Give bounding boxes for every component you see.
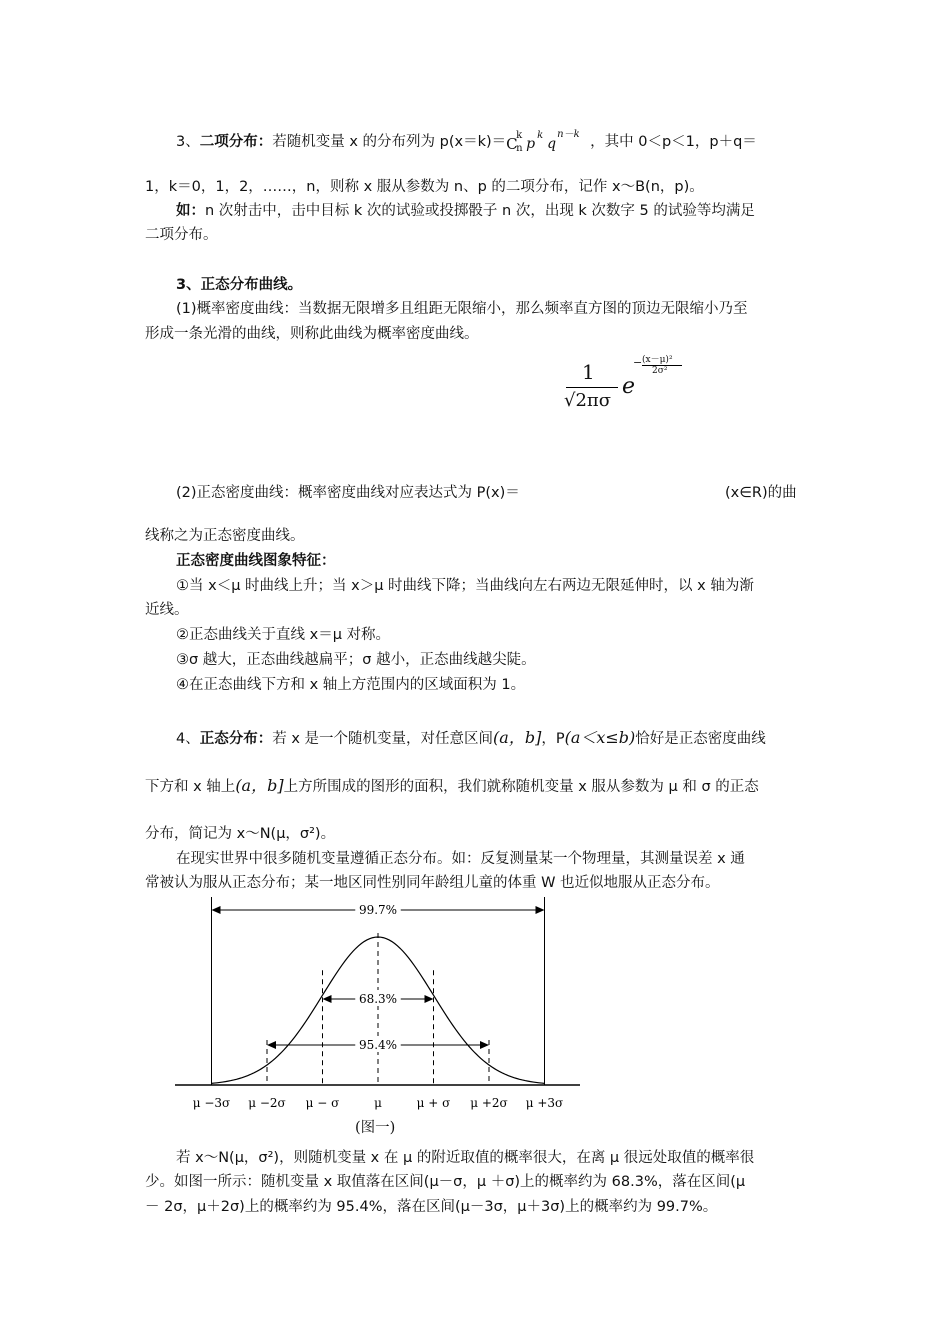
formula-denominator: √2πσ	[564, 390, 612, 411]
example-label: 如：	[176, 203, 205, 219]
tick-label: μ + σ	[416, 1096, 451, 1110]
prob-p: ，P	[541, 731, 565, 747]
figure-caption: (图一)	[355, 1120, 396, 1136]
density-curve-line2: 形成一条光滑的曲线，则称此曲线为概率密度曲线。	[145, 326, 479, 342]
normal-curve-domain: (x∈R)的曲	[725, 485, 797, 501]
normal-dist-line2	[145, 775, 805, 798]
formula-p-exp: k	[537, 130, 544, 141]
tick-label: μ +3σ	[525, 1096, 564, 1110]
normal-dist-line3: 分布，简记为 x～N(μ，σ²)。	[145, 826, 336, 842]
section-title: 正态分布	[199, 731, 258, 747]
normal-dist-text: 若 x 是一个随机变量，对任意区间	[272, 731, 494, 747]
colon: ：	[257, 731, 273, 747]
section-number: 4、	[176, 731, 200, 747]
tick-label: μ −3σ	[192, 1096, 231, 1110]
feature-2: ②正态曲线关于直线 x＝μ 对称。	[176, 627, 391, 643]
normal-density-formula	[560, 350, 700, 420]
arrowhead-right-1	[425, 995, 434, 1003]
exponent-denominator: 2σ²	[652, 366, 668, 376]
interval-label: 95.4%	[358, 1038, 398, 1052]
curve-section-title: 3、正态分布曲线。	[176, 277, 303, 293]
normal-curve-line2: 线称之为正态密度曲线。	[145, 528, 305, 544]
formula-numerator: 1	[582, 360, 595, 384]
exponent-minus: −	[633, 356, 643, 369]
formula-p: p	[526, 136, 536, 152]
tick-label: μ − σ	[305, 1096, 340, 1110]
arrowhead-left-1	[323, 995, 332, 1003]
feature-1-line2: 近线。	[145, 602, 189, 618]
interval-label: 99.7%	[358, 903, 398, 917]
real-world-line1: 在现实世界中很多随机变量遵循正态分布。如：反复测量某一个物理量，其测量误差 x 通	[176, 851, 745, 867]
normal-distribution-chart	[170, 895, 590, 1125]
feature-1-line1: ①当 x＜μ 时曲线上升；当 x＞μ 时曲线下降；当曲线向左右两边无限延伸时，以 x 轴为渐	[176, 578, 754, 594]
normal-curve-line1: (2)正态密度曲线：概率密度曲线对应表达式为 P(x)＝	[176, 485, 520, 501]
normal-dist-text: 上方所围成的图形的面积，我们就称随机变量 x 服从参数为 μ 和 σ 的正态	[283, 779, 759, 795]
normal-dist-line1	[176, 727, 806, 750]
features-title: 正态密度曲线图象特征：	[176, 553, 336, 569]
arrowhead-right-2	[480, 1041, 489, 1049]
binomial-example-line1	[176, 200, 806, 222]
density-curve-line1: (1)概率密度曲线：当数据无限增多且组距无限缩小，那么频率直方图的顶边无限缩小乃至	[176, 301, 748, 317]
colon: ：	[257, 134, 273, 150]
tick-label: μ	[374, 1096, 382, 1110]
formula-q: q	[547, 136, 557, 152]
arrowhead-right-0	[536, 906, 545, 914]
tick-label: μ +2σ	[470, 1096, 508, 1110]
binomial-condition: ，其中 0＜p＜1，p＋q＝	[590, 134, 757, 150]
section-number: 3、	[176, 134, 200, 150]
binomial-text: 若随机变量 x 的分布列为 p(x＝k)＝	[272, 134, 507, 150]
arrowhead-left-2	[267, 1041, 276, 1049]
fraction-bar	[566, 387, 618, 388]
tick-label: μ −2σ	[248, 1096, 286, 1110]
formula-k-sup: k	[516, 130, 523, 141]
real-world-line2: 常被认为服从正态分布；某一地区同性别同年龄组儿童的体重 W 也近似地服从正态分布。	[145, 875, 720, 891]
normal-dist-text-end: 恰好是正态密度曲线	[635, 731, 766, 747]
conclusion-line3: － 2σ，μ＋2σ)上的概率约为 95.4%，落在区间(μ－3σ，μ＋3σ)上的概率约为 99.7%。	[145, 1199, 718, 1215]
section-title: 二项分布	[199, 134, 258, 150]
binomial-example-line2: 二项分布。	[145, 227, 218, 243]
binomial-definition-line2: 1，k＝0，1，2，……，n，则称 x 服从参数为 n、p 的二项分布，记作 x～B(n，p)。	[145, 179, 704, 195]
arrowhead-left-0	[212, 906, 221, 914]
normal-dist-text: 下方和 x 轴上	[145, 779, 236, 795]
formula-q-exp: n－k	[557, 129, 580, 140]
conclusion-line2: 少。如图一所示：随机变量 x 取值落在区间(μ－σ，μ ＋σ)上的概率约为 68.3%，落在区间(μ	[145, 1174, 746, 1190]
probability-expression: (a＜x≤b)	[564, 728, 636, 747]
example-text: n 次射击中，击中目标 k 次的试验或投掷骰子 n 次，出现 k 次数字 5 的试验等均满足	[205, 203, 755, 219]
formula-e: e	[622, 374, 636, 399]
feature-4: ④在正态曲线下方和 x 轴上方范围内的区域面积为 1。	[176, 677, 526, 693]
feature-3: ③σ 越大，正态曲线越扁平；σ 越小，正态曲线越尖陡。	[176, 652, 536, 668]
binomial-definition-line1	[176, 131, 806, 153]
conclusion-line1: 若 x～N(μ，σ²)，则随机变量 x 在 μ 的附近取值的概率很大，在离 μ 很远处取值的概率很	[176, 1150, 755, 1166]
formula-c: C	[506, 135, 518, 153]
exponent-numerator: (x－μ)²	[642, 355, 673, 365]
interval-label: 68.3%	[358, 992, 398, 1006]
interval-a-b: (a，b]	[493, 728, 542, 747]
formula-n-sub: n	[516, 143, 523, 154]
binomial-formula	[506, 131, 590, 153]
interval-a-b: (a，b]	[235, 776, 284, 795]
